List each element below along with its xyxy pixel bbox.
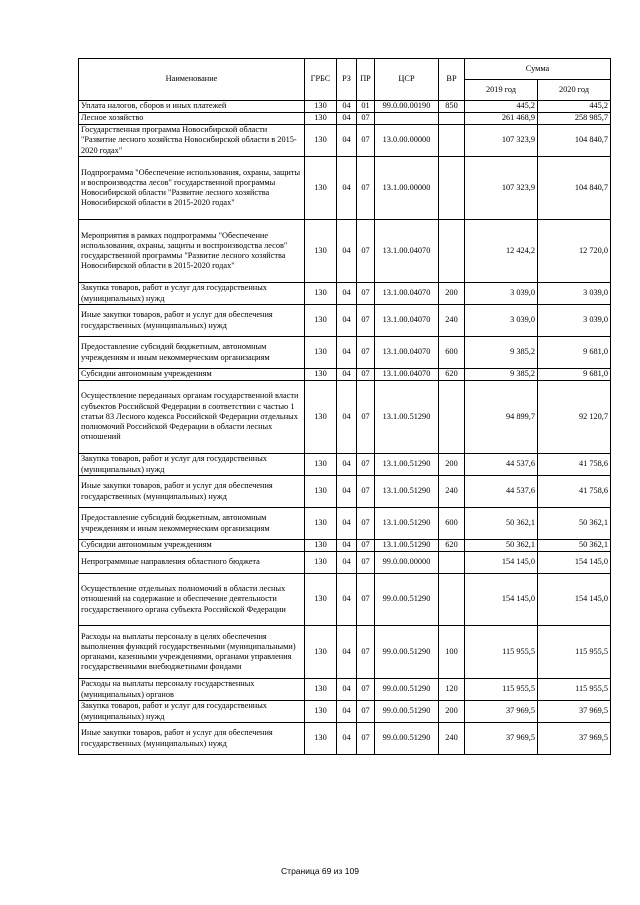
cell-sum-2020: 50 362,1 — [538, 508, 611, 540]
cell-grbs: 130 — [305, 220, 337, 283]
table-row — [79, 305, 611, 337]
cell-sum-2020: 104 840,7 — [538, 157, 611, 220]
cell-rz: 04 — [337, 540, 357, 552]
header-year-2020: 2020 год — [538, 80, 611, 101]
cell-rz: 04 — [337, 157, 357, 220]
cell-csr: 13.1.00.51290 — [375, 540, 439, 552]
cell-rz: 04 — [337, 679, 357, 701]
cell-pr: 07 — [357, 283, 375, 305]
cell-pr: 07 — [357, 369, 375, 381]
cell-rz: 04 — [337, 574, 357, 626]
budget-table — [78, 58, 611, 755]
cell-rz: 04 — [337, 552, 357, 574]
cell-name: Осуществление отдельных полномочий в области лесных отношений на содержание и обеспечение деятельности государственного органа субъекта Российской Федерации — [79, 574, 305, 626]
cell-name: Расходы на выплаты персоналу в целях обеспечения выполнения функций государственными (муниципальными) органами, казенными учреждениями, органами управления государственными внебюджетными фондами — [79, 626, 305, 679]
cell-sum-2020: 37 969,5 — [538, 723, 611, 755]
cell-grbs: 130 — [305, 723, 337, 755]
cell-sum-2020: 37 969,5 — [538, 701, 611, 723]
cell-name: Закупка товаров, работ и услуг для государственных (муниципальных) нужд — [79, 454, 305, 476]
cell-csr: 99.0.00.00000 — [375, 552, 439, 574]
cell-name: Предоставление субсидий бюджетным, автономным учреждениям и иным некоммерческим организациям — [79, 508, 305, 540]
cell-sum-2020: 92 120,7 — [538, 381, 611, 454]
cell-csr: 99.0.00.51290 — [375, 679, 439, 701]
cell-sum-2020: 41 758,6 — [538, 476, 611, 508]
cell-pr: 07 — [357, 679, 375, 701]
cell-vr — [439, 220, 465, 283]
cell-grbs: 130 — [305, 454, 337, 476]
cell-vr: 600 — [439, 508, 465, 540]
cell-rz: 04 — [337, 723, 357, 755]
cell-sum-2020: 41 758,6 — [538, 454, 611, 476]
cell-pr: 01 — [357, 101, 375, 113]
cell-sum-2020: 12 720,0 — [538, 220, 611, 283]
header-csr: ЦСР — [375, 59, 439, 101]
cell-grbs: 130 — [305, 540, 337, 552]
cell-csr: 13.1.00.04070 — [375, 337, 439, 369]
header-vr: ВР — [439, 59, 465, 101]
cell-sum-2019: 445,2 — [465, 101, 538, 113]
table-row — [79, 552, 611, 574]
table-row — [79, 476, 611, 508]
cell-csr — [375, 113, 439, 125]
cell-sum-2020: 258 985,7 — [538, 113, 611, 125]
cell-sum-2019: 9 385,2 — [465, 369, 538, 381]
cell-grbs: 130 — [305, 476, 337, 508]
cell-csr: 99.0.00.51290 — [375, 701, 439, 723]
cell-grbs: 130 — [305, 101, 337, 113]
table-row — [79, 540, 611, 552]
cell-csr: 13.1.00.51290 — [375, 508, 439, 540]
cell-sum-2020: 9 681,0 — [538, 369, 611, 381]
cell-rz: 04 — [337, 283, 357, 305]
cell-sum-2020: 115 955,5 — [538, 626, 611, 679]
cell-sum-2019: 50 362,1 — [465, 508, 538, 540]
cell-grbs: 130 — [305, 305, 337, 337]
cell-sum-2019: 94 899,7 — [465, 381, 538, 454]
cell-name: Лесное хозяйство — [79, 113, 305, 125]
cell-csr: 99.0.00.00190 — [375, 101, 439, 113]
header-grbs: ГРБС — [305, 59, 337, 101]
cell-csr: 13.1.00.04070 — [375, 220, 439, 283]
cell-pr: 07 — [357, 305, 375, 337]
cell-sum-2019: 12 424,2 — [465, 220, 538, 283]
cell-grbs: 130 — [305, 508, 337, 540]
cell-rz: 04 — [337, 220, 357, 283]
cell-sum-2019: 115 955,5 — [465, 679, 538, 701]
cell-grbs: 130 — [305, 679, 337, 701]
budget-table-body — [79, 101, 611, 755]
table-row — [79, 701, 611, 723]
cell-pr: 07 — [357, 220, 375, 283]
cell-csr: 99.0.00.51290 — [375, 626, 439, 679]
cell-sum-2019: 44 537,6 — [465, 454, 538, 476]
table-row — [79, 283, 611, 305]
cell-vr: 240 — [439, 723, 465, 755]
cell-vr: 100 — [439, 626, 465, 679]
table-row — [79, 369, 611, 381]
cell-pr: 07 — [357, 454, 375, 476]
cell-vr — [439, 113, 465, 125]
table-row — [79, 454, 611, 476]
cell-pr: 07 — [357, 540, 375, 552]
cell-rz: 04 — [337, 476, 357, 508]
cell-vr — [439, 381, 465, 454]
cell-sum-2019: 261 468,9 — [465, 113, 538, 125]
cell-rz: 04 — [337, 101, 357, 113]
cell-name: Предоставление субсидий бюджетным, автономным учреждениям и иным некоммерческим организациям — [79, 337, 305, 369]
table-row — [79, 381, 611, 454]
cell-pr: 07 — [357, 381, 375, 454]
table-row — [79, 125, 611, 157]
cell-sum-2019: 107 323,9 — [465, 125, 538, 157]
cell-sum-2019: 3 039,0 — [465, 283, 538, 305]
cell-sum-2019: 37 969,5 — [465, 723, 538, 755]
cell-sum-2020: 445,2 — [538, 101, 611, 113]
cell-csr: 13.1.00.51290 — [375, 476, 439, 508]
table-row — [79, 157, 611, 220]
cell-grbs: 130 — [305, 626, 337, 679]
cell-csr: 13.1.00.51290 — [375, 454, 439, 476]
cell-grbs: 130 — [305, 701, 337, 723]
cell-sum-2019: 3 039,0 — [465, 305, 538, 337]
table-row — [79, 113, 611, 125]
cell-vr: 600 — [439, 337, 465, 369]
cell-rz: 04 — [337, 381, 357, 454]
cell-pr: 07 — [357, 626, 375, 679]
cell-pr: 07 — [357, 157, 375, 220]
cell-grbs: 130 — [305, 337, 337, 369]
cell-sum-2020: 115 955,5 — [538, 679, 611, 701]
cell-csr: 13.0.00.00000 — [375, 125, 439, 157]
cell-rz: 04 — [337, 125, 357, 157]
table-row — [79, 508, 611, 540]
cell-sum-2020: 3 039,0 — [538, 283, 611, 305]
cell-rz: 04 — [337, 454, 357, 476]
table-row — [79, 574, 611, 626]
cell-grbs: 130 — [305, 157, 337, 220]
cell-sum-2019: 115 955,5 — [465, 626, 538, 679]
cell-name: Иные закупки товаров, работ и услуг для обеспечения государственных (муниципальных) нужд — [79, 723, 305, 755]
cell-name: Непрограммные направления областного бюджета — [79, 552, 305, 574]
cell-rz: 04 — [337, 113, 357, 125]
cell-sum-2020: 50 362,1 — [538, 540, 611, 552]
cell-name: Уплата налогов, сборов и иных платежей — [79, 101, 305, 113]
cell-vr: 850 — [439, 101, 465, 113]
cell-vr: 200 — [439, 283, 465, 305]
cell-sum-2020: 154 145,0 — [538, 574, 611, 626]
cell-csr: 13.1.00.04070 — [375, 283, 439, 305]
cell-sum-2019: 107 323,9 — [465, 157, 538, 220]
cell-pr: 07 — [357, 723, 375, 755]
cell-pr: 07 — [357, 113, 375, 125]
cell-sum-2019: 50 362,1 — [465, 540, 538, 552]
cell-rz: 04 — [337, 305, 357, 337]
cell-rz: 04 — [337, 701, 357, 723]
cell-pr: 07 — [357, 125, 375, 157]
cell-grbs: 130 — [305, 113, 337, 125]
cell-name: Осуществление переданных органам государственной власти субъектов Российской Федерации в соответствии с частью 1 статьи 83 Лесного кодекса Российской Федерации отдельных полномочий Российской Федерации в области лесных отношений — [79, 381, 305, 454]
cell-csr: 13.1.00.00000 — [375, 157, 439, 220]
cell-sum-2019: 9 385,2 — [465, 337, 538, 369]
cell-vr — [439, 552, 465, 574]
cell-pr: 07 — [357, 701, 375, 723]
cell-csr: 99.0.00.51290 — [375, 574, 439, 626]
cell-name: Мероприятия в рамках подпрограммы "Обеспечение использования, охраны, защиты и воспроизводства лесов" государственной программы "Развитие лесного хозяйства Новосибирской области в 2015-2020 годах" — [79, 220, 305, 283]
cell-rz: 04 — [337, 508, 357, 540]
cell-sum-2020: 154 145,0 — [538, 552, 611, 574]
cell-vr — [439, 125, 465, 157]
cell-pr: 07 — [357, 337, 375, 369]
cell-sum-2019: 154 145,0 — [465, 574, 538, 626]
cell-sum-2019: 37 969,5 — [465, 701, 538, 723]
cell-vr — [439, 574, 465, 626]
cell-sum-2020: 104 840,7 — [538, 125, 611, 157]
cell-name: Закупка товаров, работ и услуг для государственных (муниципальных) нужд — [79, 283, 305, 305]
page-number: Страница 69 из 109 — [281, 866, 359, 876]
cell-vr: 200 — [439, 701, 465, 723]
cell-csr: 13.1.00.04070 — [375, 369, 439, 381]
cell-vr: 200 — [439, 454, 465, 476]
cell-sum-2020: 3 039,0 — [538, 305, 611, 337]
cell-vr: 240 — [439, 305, 465, 337]
cell-sum-2020: 9 681,0 — [538, 337, 611, 369]
header-pr: ПР — [357, 59, 375, 101]
cell-name: Закупка товаров, работ и услуг для государственных (муниципальных) нужд — [79, 701, 305, 723]
cell-name: Расходы на выплаты персоналу государственных (муниципальных) органов — [79, 679, 305, 701]
cell-grbs: 130 — [305, 552, 337, 574]
header-rz: РЗ — [337, 59, 357, 101]
cell-vr: 240 — [439, 476, 465, 508]
table-row — [79, 679, 611, 701]
cell-sum-2019: 154 145,0 — [465, 552, 538, 574]
cell-pr: 07 — [357, 476, 375, 508]
cell-csr: 13.1.00.51290 — [375, 381, 439, 454]
cell-sum-2019: 44 537,6 — [465, 476, 538, 508]
table-row — [79, 723, 611, 755]
cell-vr: 620 — [439, 540, 465, 552]
cell-grbs: 130 — [305, 369, 337, 381]
header-year-2019: 2019 год — [465, 80, 538, 101]
cell-name: Субсидии автономным учреждениям — [79, 540, 305, 552]
cell-grbs: 130 — [305, 283, 337, 305]
cell-name: Иные закупки товаров, работ и услуг для обеспечения государственных (муниципальных) нужд — [79, 305, 305, 337]
table-row — [79, 101, 611, 113]
table-row — [79, 220, 611, 283]
cell-vr: 620 — [439, 369, 465, 381]
cell-grbs: 130 — [305, 381, 337, 454]
table-row — [79, 337, 611, 369]
table-row — [79, 626, 611, 679]
header-sum: Сумма — [465, 59, 611, 80]
cell-name: Иные закупки товаров, работ и услуг для обеспечения государственных (муниципальных) нужд — [79, 476, 305, 508]
header-name: Наименование — [79, 59, 305, 101]
cell-vr: 120 — [439, 679, 465, 701]
cell-csr: 99.0.00.51290 — [375, 723, 439, 755]
cell-pr: 07 — [357, 574, 375, 626]
cell-name: Государственная программа Новосибирской области "Развитие лесного хозяйства Новосибирской области в 2015-2020 годах" — [79, 125, 305, 157]
cell-pr: 07 — [357, 552, 375, 574]
cell-name: Субсидии автономным учреждениям — [79, 369, 305, 381]
cell-grbs: 130 — [305, 574, 337, 626]
cell-rz: 04 — [337, 369, 357, 381]
cell-rz: 04 — [337, 626, 357, 679]
cell-csr: 13.1.00.04070 — [375, 305, 439, 337]
cell-pr: 07 — [357, 508, 375, 540]
cell-rz: 04 — [337, 337, 357, 369]
cell-grbs: 130 — [305, 125, 337, 157]
cell-vr — [439, 157, 465, 220]
cell-name: Подпрограмма "Обеспечение использования, охраны, защиты и воспроизводства лесов" государственной программы Новосибирской области "Развитие лесного хозяйства Новосибирской области в 2015-2020 годах" — [79, 157, 305, 220]
